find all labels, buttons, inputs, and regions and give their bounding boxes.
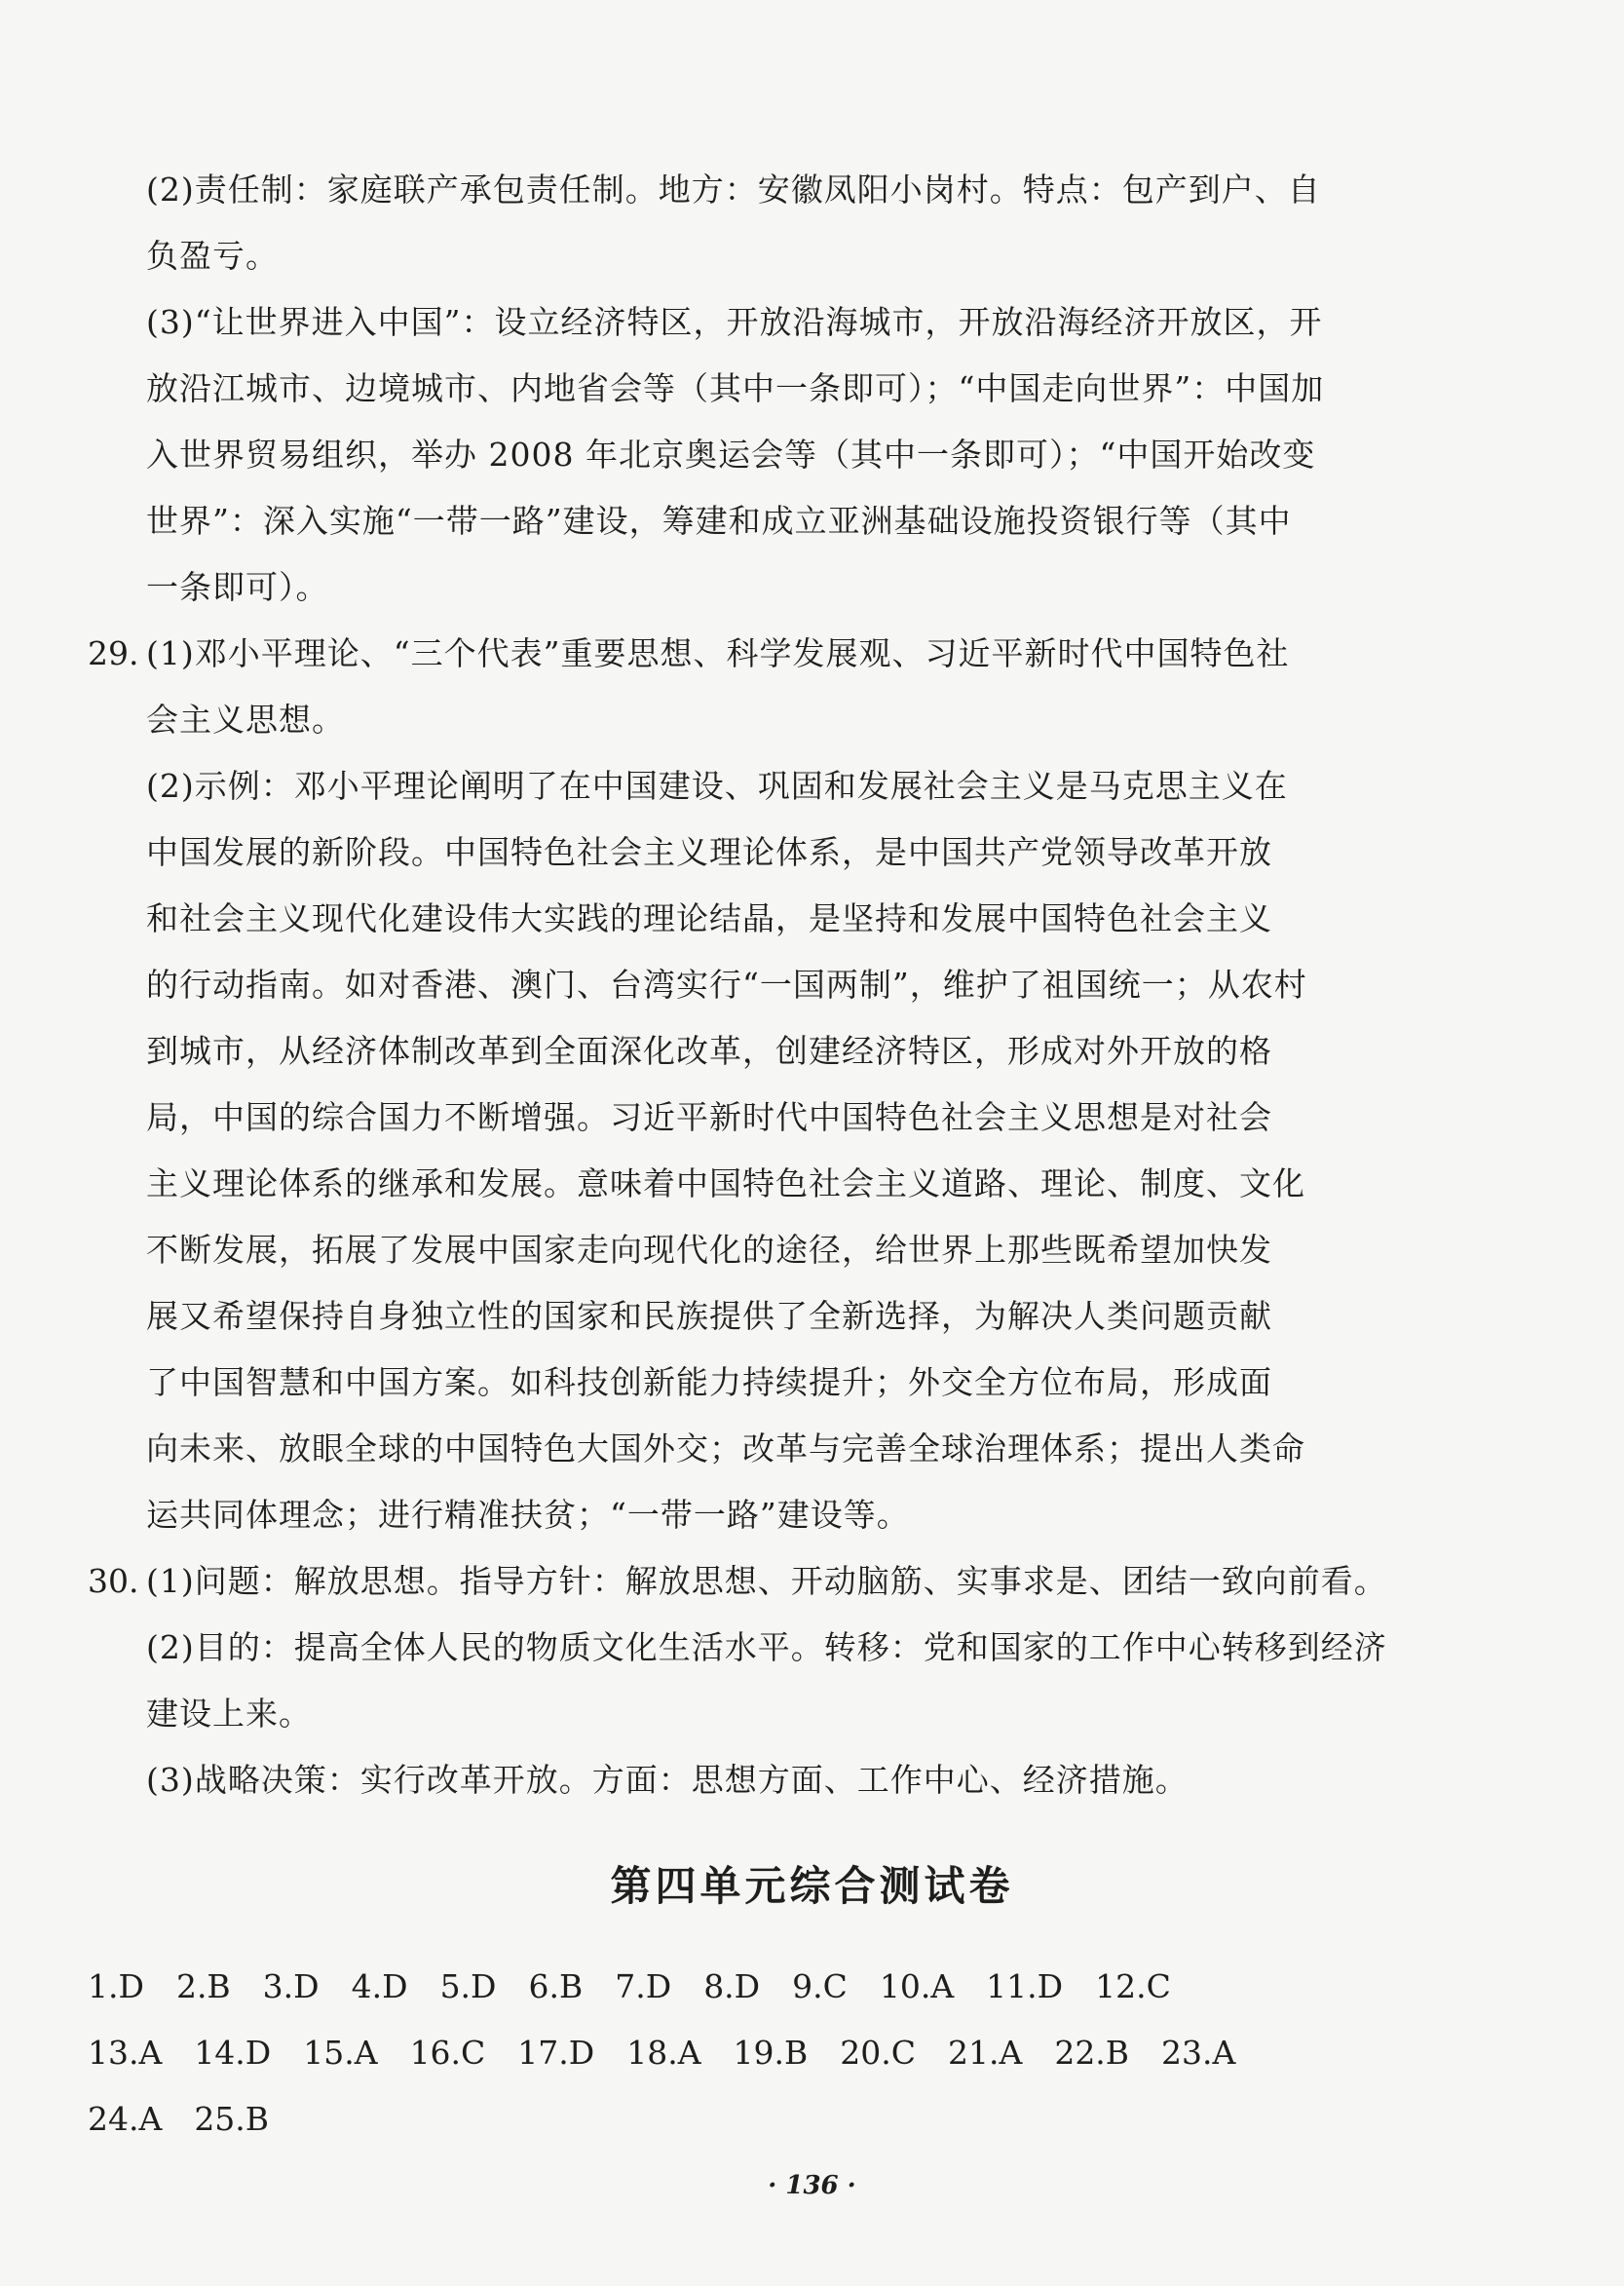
q29-part2-line-2: 中国发展的新阶段。中国特色社会主义理论体系，是中国共产党领导改革开放: [146, 833, 1272, 871]
q29-part2-line-5: 到城市，从经济体制改革到全面深化改革，创建经济特区，形成对外开放的格: [146, 1032, 1272, 1070]
answer-key-row-2: 13.A 14.D 15.A 16.C 17.D 18.A 19.B 20.C 21.A 22.B 23.A: [88, 2034, 1236, 2072]
q28-part3-line-1: (3)“让世界进入中国”：设立经济特区，开放沿海城市，开放沿海经济开放区，开: [146, 303, 1323, 341]
q28-part3-line-5: 一条即可）。: [146, 568, 329, 606]
q28-part3-line-3: 入世界贸易组织，举办 2008 年北京奥运会等（其中一条即可）；“中国开始改变: [146, 436, 1316, 474]
q29-part2-line-7: 主义理论体系的继承和发展。意味着中国特色社会主义道路、理论、制度、文化: [146, 1164, 1305, 1202]
section-title: 第四单元综合测试卷: [610, 1862, 1014, 1910]
question-29-number: 29.: [88, 634, 139, 672]
q29-part2-line-4: 的行动指南。如对香港、澳门、台湾实行“一国两制”，维护了祖国统一；从农村: [146, 966, 1307, 1004]
question-30-number: 30.: [88, 1562, 139, 1600]
q28-part2-line-2: 负盈亏。: [146, 237, 279, 275]
q29-part2-line-1: (2)示例：邓小平理论阐明了在中国建设、巩固和发展社会主义是马克思主义在: [146, 767, 1288, 805]
q29-part1-line-1: (1)邓小平理论、“三个代表”重要思想、科学发展观、习近平新时代中国特色社: [146, 634, 1290, 672]
q30-part3-line-1: (3)战略决策：实行改革开放。方面：思想方面、工作中心、经济措施。: [146, 1761, 1189, 1799]
q29-part2-line-6: 局，中国的综合国力不断增强。习近平新时代中国特色社会主义思想是对社会: [146, 1098, 1272, 1136]
q29-part2-line-3: 和社会主义现代化建设伟大实践的理论结晶，是坚持和发展中国特色社会主义: [146, 899, 1272, 937]
q30-part2-line-2: 建设上来。: [146, 1695, 312, 1733]
answer-key-row-1: 1.D 2.B 3.D 4.D 5.D 6.B 7.D 8.D 9.C 10.A 11.D 12.C: [88, 1967, 1171, 2005]
q29-part2-line-8: 不断发展，拓展了发展中国家走向现代化的途径，给世界上那些既希望加快发: [146, 1231, 1272, 1269]
q29-part1-line-2: 会主义思想。: [146, 701, 345, 739]
answer-key-row-3: 24.A 25.B: [88, 2100, 270, 2138]
q29-part2-line-9: 展又希望保持自身独立性的国家和民族提供了全新选择，为解决人类问题贡献: [146, 1297, 1272, 1335]
q28-part3-line-2: 放沿江城市、边境城市、内地省会等（其中一条即可）；“中国走向世界”：中国加: [146, 369, 1325, 407]
q30-part1-line-1: (1)问题：解放思想。指导方针：解放思想、开动脑筋、实事求是、团结一致向前看。: [146, 1562, 1387, 1600]
q29-part2-line-12: 运共同体理念；进行精准扶贫；“一带一路”建设等。: [146, 1496, 910, 1534]
q29-part2-line-11: 向未来、放眼全球的中国特色大国外交；改革与完善全球治理体系；提出人类命: [146, 1429, 1305, 1467]
q30-part2-line-1: (2)目的：提高全体人民的物质文化生活水平。转移：党和国家的工作中心转移到经济: [146, 1628, 1387, 1666]
q29-part2-line-10: 了中国智慧和中国方案。如科技创新能力持续提升；外交全方位布局，形成面: [146, 1363, 1272, 1401]
page-number: · 136 ·: [768, 2171, 856, 2200]
q28-part2-line-1: (2)责任制：家庭联产承包责任制。地方：安徽凤阳小岗村。特点：包产到户、自: [146, 171, 1321, 209]
q28-part3-line-4: 世界”：深入实施“一带一路”建设，筹建和成立亚洲基础设施投资银行等（其中: [146, 502, 1292, 540]
